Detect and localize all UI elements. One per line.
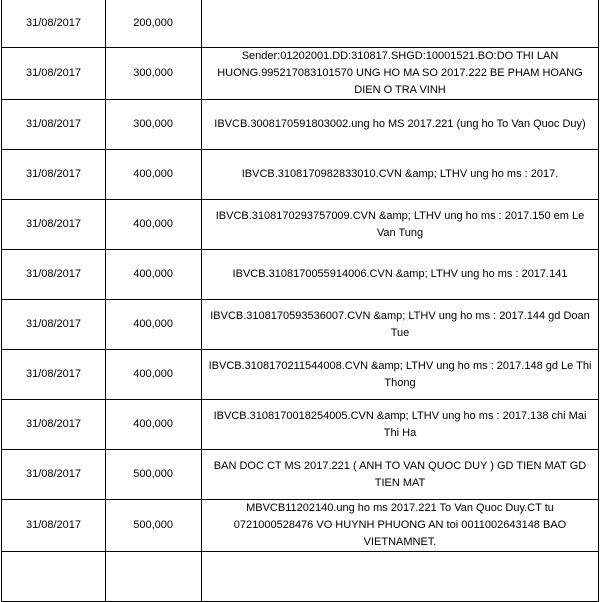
table-row [2,0,599,48]
date-cell: 31/08/2017 [2,450,106,500]
date-cell: 31/08/2017 [2,250,106,300]
amount-cell: 400,000 [106,350,202,400]
description-cell: MBVCB11202140.ung ho ms 2017.221 To Van Quoc Duy.CT tu 0721000528476 VO HUYNH PHUONG AN toi 0011002643148 BAO VIETNAMNET. [202,500,599,552]
date-cell: 31/08/2017 [2,150,106,200]
table-row [2,200,599,250]
table-row [2,500,599,552]
amount-cell: 400,000 [106,300,202,350]
description-cell: IBVCB.3108170055914006.CVN &amp; LTHV ung ho ms : 2017.141 [202,250,599,300]
amount-cell: 200,000 [106,0,202,48]
amount-cell: 400,000 [106,250,202,300]
description-cell [202,0,599,48]
date-cell [2,552,106,602]
date-cell: 31/08/2017 [2,0,106,48]
description-cell: BAN DOC CT MS 2017.221 ( ANH TO VAN QUOC DUY ) GD TIEN MAT GD TIEN MAT [202,450,599,500]
date-cell: 31/08/2017 [2,48,106,100]
table-row [2,150,599,200]
description-cell: IBVCB.3108170018254005.CVN &amp; LTHV ung ho ms : 2017.138 chi Mai Thi Ha [202,400,599,450]
amount-cell [106,552,202,602]
amount-cell: 400,000 [106,400,202,450]
table-row [2,450,599,500]
description-cell: IBVCB.3108170293757009.CVN &amp; LTHV ung ho ms : 2017.150 em Le Van Tung [202,200,599,250]
amount-cell: 500,000 [106,500,202,552]
date-cell: 31/08/2017 [2,100,106,150]
amount-cell: 300,000 [106,48,202,100]
description-cell: Sender:01202001.DD:310817.SHGD:10001521.BO:DO THI LAN HUONG.995217083101570 UNG HO MA SO 2017.222 BE PHAM HOANG DIEN O TRA VINH [202,48,599,100]
table-row [2,300,599,350]
table-row [2,250,599,300]
amount-cell: 400,000 [106,200,202,250]
table-row [2,400,599,450]
date-cell: 31/08/2017 [2,500,106,552]
description-cell: IBVCB.3108170982833010.CVN &amp; LTHV ung ho ms : 2017. [202,150,599,200]
table-row [2,100,599,150]
table-row [2,350,599,400]
date-cell: 31/08/2017 [2,350,106,400]
date-cell: 31/08/2017 [2,400,106,450]
date-cell: 31/08/2017 [2,200,106,250]
description-cell [202,552,599,602]
description-cell: IBVCB.3108170211544008.CVN &amp; LTHV ung ho ms : 2017.148 gd Le Thi Thong [202,350,599,400]
table-row [2,552,599,602]
date-cell: 31/08/2017 [2,300,106,350]
table-row [2,48,599,100]
amount-cell: 300,000 [106,100,202,150]
amount-cell: 500,000 [106,450,202,500]
description-cell: IBVCB.3108170593536007.CVN &amp; LTHV ung ho ms : 2017.144 gd Doan Tue [202,300,599,350]
amount-cell: 400,000 [106,150,202,200]
donation-table [1,0,599,602]
description-cell: IBVCB.3008170591803002.ung ho MS 2017.221 (ung ho To Van Quoc Duy) [202,100,599,150]
